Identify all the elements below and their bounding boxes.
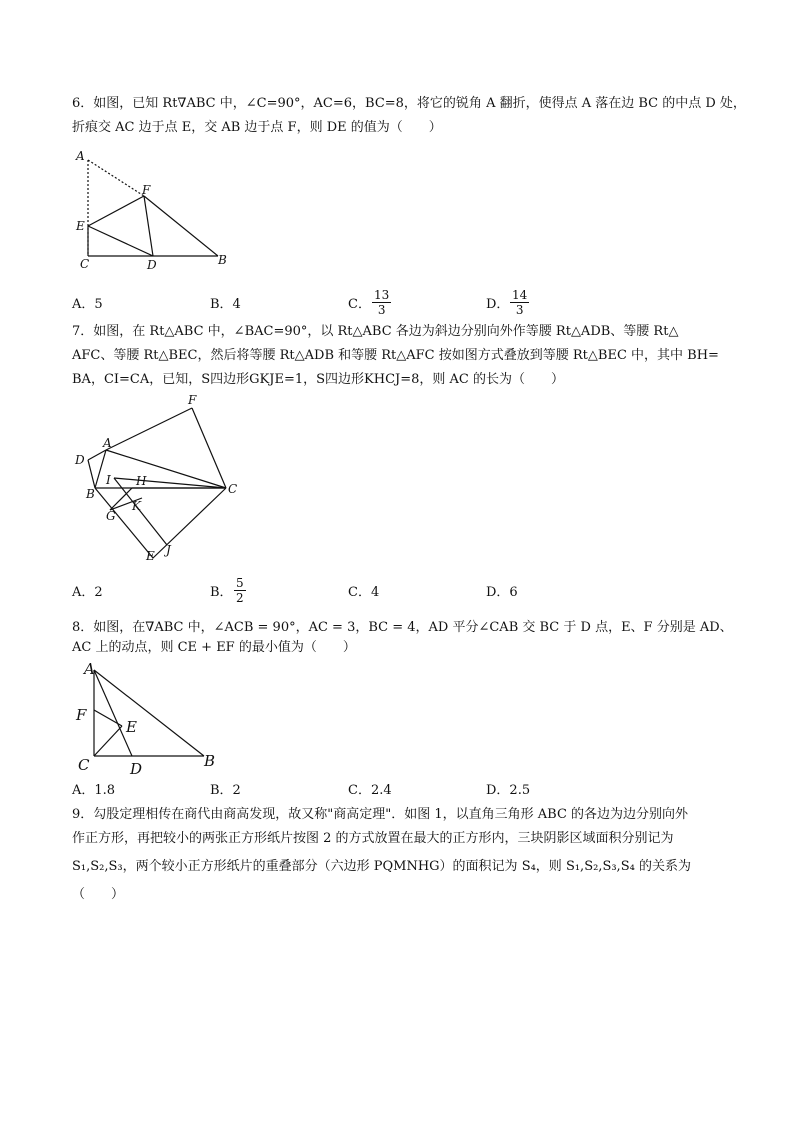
q7-label-G: G [106, 509, 116, 523]
q8-label-D: D [130, 760, 143, 778]
q6-seg-FB [144, 196, 218, 256]
q8-option-a[interactable]: A．1.8 [72, 783, 116, 798]
q8-label-B: B [204, 752, 216, 770]
q6-figure [70, 146, 240, 276]
q6-label-C: C [80, 257, 90, 271]
q9-text-line1: 9．勾股定理相传在商代由商高发现，故又称"商高定理"．如图 1，以直角三角形 ABC 的各边为边分别向外 [72, 807, 689, 822]
q7-option-b-prefix[interactable]: B． [210, 585, 233, 600]
q7-option-b-num: 5 [236, 576, 244, 590]
q7-option-d[interactable]: D．6 [486, 585, 518, 600]
q7-option-a[interactable]: A．2 [72, 585, 103, 600]
q6-option-c-den: 3 [377, 303, 386, 317]
q6-seg-ED [88, 226, 153, 256]
q7-option-b-fraction [234, 576, 246, 605]
q7-text-line1: 7．如图，在 Rt△ABC 中，∠BAC=90°，以 Rt△ABC 各边为斜边分别向外作等腰 Rt△ADB、等腰 Rt△ [72, 324, 679, 339]
q6-label-A: A [76, 149, 85, 163]
q7-seg-HG [110, 488, 132, 510]
q7-figure [70, 392, 250, 572]
q7-label-F: F [188, 393, 197, 407]
q9-text-line2: 作正方形，再把较小的两张正方形纸片按图 2 的方式放置在最大的正方形内，三块阴影区域面积分别记为 [72, 831, 674, 846]
q8-label-A: A [84, 660, 95, 678]
q6-label-E: E [76, 219, 85, 233]
q7-seg-FC [192, 408, 226, 488]
q6-label-F: F [142, 183, 151, 197]
q7-seg-DB [88, 460, 95, 488]
q6-option-d-den: 3 [515, 303, 524, 317]
q8-label-F: F [76, 706, 87, 724]
q7-text-line2: AFC、等腰 Rt△BEC，然后将等腰 Rt△ADB 和等腰 Rt△AFC 按如图方式叠放到等腰 Rt△BEC 中，其中 BH= [72, 348, 719, 363]
q8-seg-AB [94, 670, 204, 756]
q7-text-line3: BA，CI=CA，已知，S四边形GKJE=1，S四边形KHCJ=8，则 AC 的长为（ ） [72, 372, 564, 387]
q8-option-b[interactable]: B．2 [210, 783, 241, 798]
q7-label-D: D [75, 453, 85, 467]
q7-label-A: A [103, 436, 112, 450]
q6-label-B: B [218, 253, 227, 267]
q7-label-C: C [228, 482, 238, 496]
q9-text-line4: （ ） [72, 887, 125, 902]
q6-seg-FD [144, 196, 153, 256]
q8-text-line2: AC 上的动点，则 CE + EF 的最小值为（ ） [72, 640, 356, 655]
q6-seg-AF [88, 160, 144, 196]
q7-label-K: K [132, 499, 141, 513]
q7-option-b-den: 2 [236, 591, 244, 605]
q7-seg-AF [106, 408, 192, 450]
q6-option-d-fraction [510, 288, 529, 317]
q6-option-d-num: 14 [512, 288, 528, 302]
q8-label-E: E [126, 718, 137, 736]
q7-seg-EC [153, 488, 226, 558]
q7-label-E: E [146, 549, 155, 563]
q8-text-line1: 8．如图，在∇ABC 中，∠ACB = 90°，AC = 3，BC = 4，AD 平分∠CAB 交 BC 于 D 点，E、F 分别是 AD、 [72, 620, 733, 635]
q6-option-d-prefix[interactable]: D． [486, 297, 510, 312]
q7-label-J: J [166, 543, 171, 557]
q8-label-C: C [78, 756, 90, 774]
q6-seg-EF [88, 196, 144, 226]
q8-option-d[interactable]: D．2.5 [486, 783, 531, 798]
q6-option-c-prefix[interactable]: C． [348, 297, 371, 312]
q8-option-c[interactable]: C．2.4 [348, 783, 392, 798]
q6-option-a[interactable]: A．5 [72, 297, 103, 312]
q7-label-B: B [86, 487, 95, 501]
q6-label-D: D [147, 258, 157, 272]
q6-option-c-fraction [372, 288, 391, 317]
q6-text-line1: 6．如图，已知 Rt∇ABC 中，∠C=90°，AC=6，BC=8，将它的锐角 A 翻折，使得点 A 落在边 BC 的中点 D 处， [72, 96, 746, 111]
q7-seg-BE [95, 488, 153, 558]
q8-figure [72, 660, 232, 778]
q7-option-c[interactable]: C．4 [348, 585, 380, 600]
q6-text-line2: 折痕交 AC 边于点 E，交 AB 边于点 F，则 DE 的值为（ ） [72, 120, 442, 135]
q9-text-line3: S₁,S₂,S₃，两个较小正方形纸片的重叠部分（六边形 PQMNHG）的面积记为 S₄，则 S₁,S₂,S₃,S₄ 的关系为 [72, 859, 691, 874]
q8-seg-FE [94, 710, 122, 726]
q6-option-b[interactable]: B．4 [210, 297, 241, 312]
q7-label-I: I [106, 473, 111, 487]
q8-seg-CE [94, 726, 122, 756]
q6-option-c-num: 13 [374, 288, 390, 302]
q7-label-H: H [136, 474, 147, 488]
